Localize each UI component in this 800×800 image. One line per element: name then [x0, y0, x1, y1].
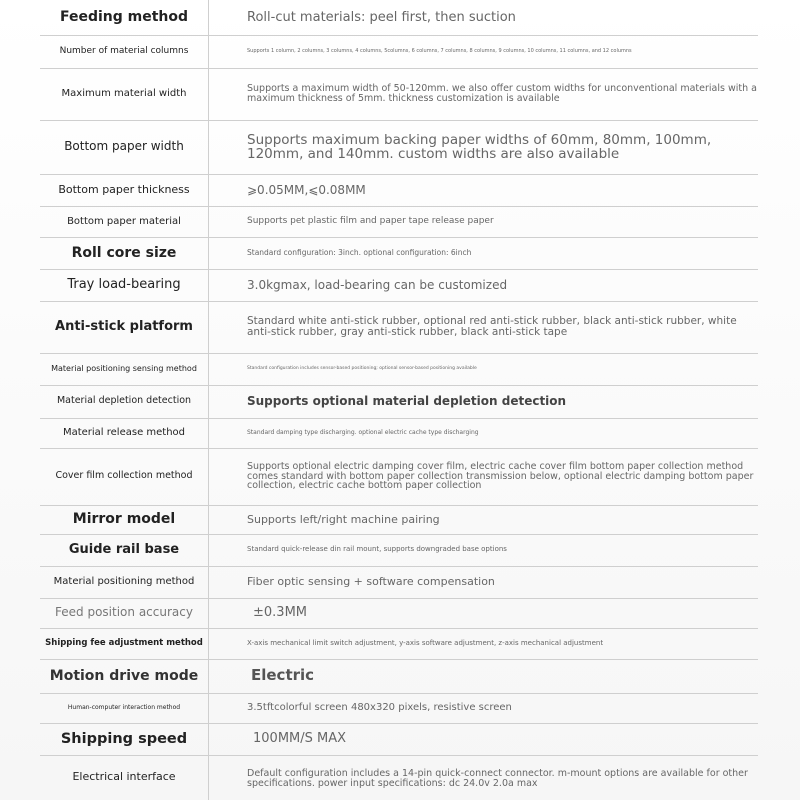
table-row	[40, 628, 758, 660]
row-value: Standard configuration includes sensor-based positioning; optional sensor-based positioning available	[247, 365, 477, 371]
table-row	[40, 418, 758, 449]
row-value: Supports optional electric damping cover film, electric cache cover film bottom paper collection method comes standard with bottom paper collection transmission below, optional electric damping bottom paper collection, electric cache bottom paper collection	[247, 460, 754, 492]
row-value: Standard white anti-stick rubber, optional red anti-stick rubber, black anti-stick rubber, white anti-stick rubber, gray anti-stick rubber, black anti-stick tape	[247, 314, 737, 338]
row-label: Number of material columns	[59, 46, 189, 57]
row-value: X-axis mechanical limit switch adjustment, y-axis software adjustment, z-axis mechanical adjustment	[247, 638, 604, 647]
row-label: Human-computer interaction method	[67, 703, 181, 711]
row-value: Supports maximum backing paper widths of 60mm, 80mm, 100mm, 120mm, and 140mm. custom widths are also available	[247, 131, 712, 162]
table-row	[40, 385, 758, 419]
table-row	[40, 120, 758, 175]
table-row	[40, 35, 758, 69]
row-value: Supports pet plastic film and paper tape release paper	[247, 215, 494, 226]
row-label: Anti-stick platform	[55, 318, 193, 334]
table-row	[40, 659, 758, 694]
row-label: Material positioning sensing method	[51, 364, 197, 374]
table-row	[40, 448, 758, 506]
row-value: Default configuration includes a 14-pin quick-connect connector. m-mount options are available for other specifications. power input specifications: dc 24.0v 2.0a max	[247, 768, 748, 789]
row-label: Mirror model	[72, 511, 176, 528]
row-value: Standard quick-release din rail mount, supports downgraded base options	[247, 545, 507, 554]
row-value: Supports left/right machine pairing	[247, 512, 440, 526]
row-value: 100MM/S MAX	[253, 731, 347, 747]
row-label: Maximum material width	[61, 88, 187, 100]
table-row	[40, 269, 758, 302]
row-value: Fiber optic sensing + software compensation	[247, 575, 495, 589]
table-row	[40, 237, 758, 270]
row-label: Bottom paper width	[64, 139, 184, 154]
table-row	[40, 534, 758, 567]
row-label: Material release method	[62, 427, 186, 439]
row-label: Material positioning method	[53, 576, 195, 588]
row-value: 3.5tftcolorful screen 480x320 pixels, resistive screen	[247, 701, 512, 713]
row-value: Electric	[251, 666, 315, 685]
row-label: Guide rail base	[68, 541, 180, 557]
table-row	[40, 206, 758, 238]
row-value: Standard damping type discharging. optional electric cache type discharging	[247, 428, 479, 436]
row-label: Bottom paper material	[67, 215, 181, 227]
table-row	[40, 598, 758, 629]
row-value: Supports optional material depletion detection	[247, 394, 567, 409]
table-row	[40, 68, 758, 121]
row-value: Supports a maximum width of 50-120mm. we also offer custom widths for unconventional materials with a maximum thickness of 5mm. thickness customization is available	[247, 83, 757, 104]
row-label: Cover film collection method	[55, 470, 193, 482]
table-row	[40, 755, 758, 800]
table-row	[40, 693, 758, 724]
row-value: Standard configuration: 3inch. optional configuration: 6inch	[247, 248, 472, 258]
table-row	[40, 505, 758, 535]
table-row	[40, 0, 758, 36]
table-row	[40, 301, 758, 354]
row-value: 3.0kgmax, load-bearing can be customized	[247, 277, 508, 292]
row-label: Tray load-bearing	[67, 276, 181, 292]
row-label: Feed position accuracy	[55, 605, 193, 620]
row-label: Bottom paper thickness	[58, 182, 190, 196]
row-label: Shipping speed	[60, 730, 188, 747]
table-row	[40, 723, 758, 756]
row-label: Material depletion detection	[56, 395, 192, 407]
table-row	[40, 174, 758, 207]
table-row	[40, 353, 758, 386]
row-label: Feeding method	[59, 9, 189, 26]
row-value: ±0.3MM	[253, 605, 307, 621]
row-label: Shipping fee adjustment method	[45, 637, 203, 648]
row-value: Supports 1 column, 2 columns, 3 columns, 4 columns, 5columns, 6 columns, 7 columns, 8 columns, 9 columns, 10 columns, 11 columns, and 12 columns	[247, 47, 632, 54]
row-label: Electrical interface	[72, 770, 176, 784]
row-value: Roll-cut materials: peel first, then suction	[247, 9, 516, 25]
table-row	[40, 566, 758, 599]
row-label: Roll core size	[71, 244, 177, 261]
row-label: Motion drive mode	[49, 667, 199, 684]
row-value: ⩾0.05MM,⩽0.08MM	[247, 182, 366, 197]
